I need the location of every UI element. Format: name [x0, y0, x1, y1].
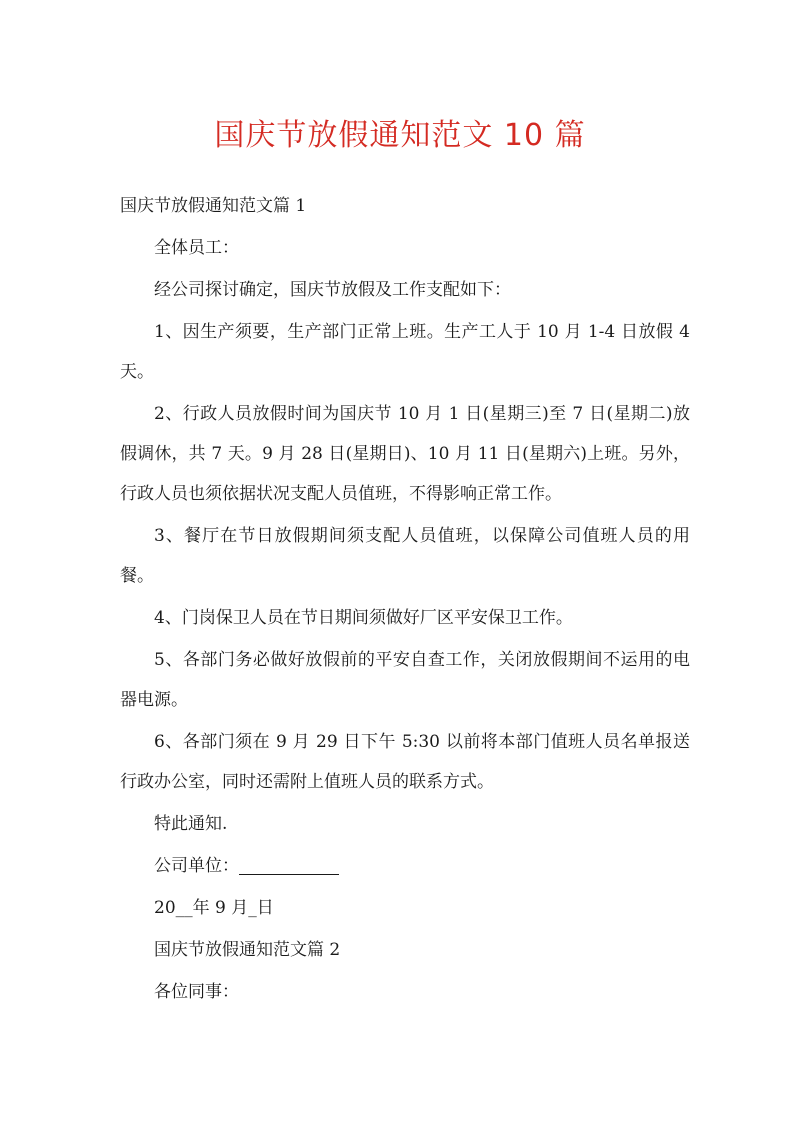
company-label: 公司单位：	[154, 856, 239, 876]
list-item: 3、餐厅在节日放假期间须支配人员值班，以保障公司值班人员的用餐。	[120, 526, 690, 586]
company-blank	[239, 854, 339, 875]
document-title: 国庆节放假通知范文 10 篇	[214, 118, 586, 153]
list-item: 2、行政人员放假时间为国庆节 10 月 1 日(星期三)至 7 日(星期二)放假调休，共 7 天。9 月 28 日(星期日)、10 月 11 日(星期六)上班。另外，行政人员也须依据状况支配人员值班，不得影响正常工作。	[120, 404, 690, 504]
list-item: 6、各部门须在 9 月 29 日下午 5:30 以前将本部门值班人员名单报送行政办公室，同时还需附上值班人员的联系方式。	[120, 732, 690, 792]
intro-paragraph: 经公司探讨确定，国庆节放假及工作支配如下：	[154, 280, 511, 300]
list-item: 4、门岗保卫人员在节日期间须做好厂区平安保卫工作。	[154, 608, 573, 628]
date-line: 20__年 9 月_日	[154, 898, 274, 918]
closing-line: 特此通知.	[154, 814, 228, 834]
section-heading-1: 国庆节放假通知范文篇 1	[120, 196, 307, 216]
list-item: 5、各部门务必做好放假前的平安自查工作，关闭放假期间不运用的电器电源。	[120, 650, 690, 710]
greeting-1: 全体员工：	[154, 238, 239, 258]
list-item: 1、因生产须要，生产部门正常上班。生产工人于 10 月 1-4 日放假 4 天。	[120, 322, 690, 382]
section-heading-2: 国庆节放假通知范文篇 2	[154, 940, 341, 960]
document-body	[120, 186, 690, 1014]
company-line	[120, 846, 690, 886]
greeting-2: 各位同事：	[154, 982, 239, 1002]
